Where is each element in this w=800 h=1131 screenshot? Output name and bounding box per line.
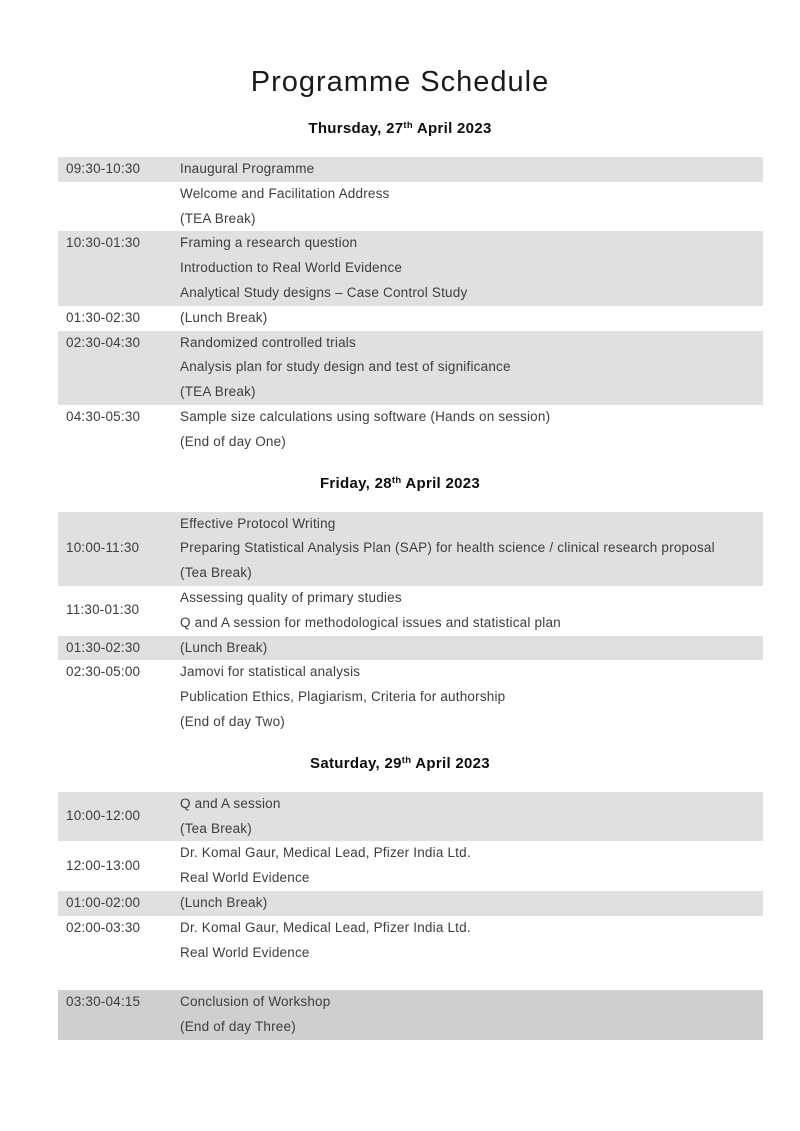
session-cell (170, 405, 763, 455)
time-cell: 11:30-01:30 (66, 602, 140, 618)
session-cell (170, 306, 763, 331)
session-line: Analysis plan for study design and test of significance (180, 359, 511, 375)
session-line: (Tea Break) (180, 820, 252, 836)
session-line: (End of day One) (180, 433, 287, 449)
schedule-row (58, 792, 763, 842)
table-gap (58, 965, 763, 990)
time-cell: 10:30-01:30 (66, 235, 141, 251)
schedule-row (58, 512, 763, 586)
time-cell: 02:30-05:00 (66, 664, 141, 680)
time-cell: 01:30-02:30 (66, 309, 141, 325)
day-heading-text: Friday, 28 (319, 474, 392, 492)
day-section-friday (0, 474, 800, 735)
session-cell (170, 512, 763, 586)
time-cell: 01:00-02:00 (66, 894, 141, 910)
session-line: (End of day Two) (180, 713, 286, 729)
schedule-row (58, 916, 763, 966)
schedule-row (58, 331, 763, 405)
schedule-row (58, 841, 763, 891)
session-line: Jamovi for statistical analysis (180, 664, 361, 680)
day-section-saturday (0, 754, 800, 1040)
session-line: (Tea Break) (180, 565, 252, 581)
session-cell (170, 660, 763, 734)
day-heading-text: April 2023 (412, 120, 492, 137)
day-heading-text: April 2023 (411, 754, 490, 772)
day-heading (0, 754, 800, 774)
schedule-table (58, 512, 763, 735)
session-cell (170, 586, 763, 636)
session-line: Preparing Statistical Analysis Plan (SAP) for health science / clinical research proposal (180, 540, 715, 556)
session-line: Conclusion of Workshop (180, 994, 331, 1010)
session-line: Analytical Study designs – Case Control Study (180, 284, 468, 300)
day-heading (0, 474, 800, 494)
time-cell: 04:30-05:30 (66, 408, 141, 424)
session-line: Real World Evidence (180, 870, 310, 886)
ordinal-superscript: th (401, 754, 412, 766)
session-line: (TEA Break) (180, 384, 256, 400)
schedule-row (58, 586, 763, 636)
session-line: Sample size calculations using software (Hands on session) (180, 408, 551, 424)
schedule-table (58, 792, 763, 1040)
session-line: Framing a research question (180, 235, 358, 251)
session-line: Publication Ethics, Plagiarism, Criteria for authorship (180, 689, 506, 705)
schedule-row (58, 405, 763, 455)
session-cell (170, 157, 763, 182)
session-line: Introduction to Real World Evidence (180, 260, 403, 276)
session-line: Inaugural Programme (180, 161, 315, 176)
session-cell (170, 792, 763, 842)
session-cell (170, 841, 763, 891)
time-cell: 03:30-04:15 (66, 994, 141, 1010)
schedule-row (58, 660, 763, 734)
ordinal-superscript: th (391, 474, 402, 486)
day-heading (0, 119, 800, 139)
time-cell: 09:30-10:30 (66, 161, 141, 176)
time-cell: 10:00-12:00 (66, 808, 141, 824)
document-title: Programme Schedule (250, 66, 550, 98)
schedule-row (58, 306, 763, 331)
time-cell: 10:00-11:30 (66, 540, 140, 556)
time-cell: 01:30-02:30 (66, 639, 141, 655)
schedule-row (58, 182, 763, 232)
session-cell (170, 990, 763, 1040)
schedule-row (58, 891, 763, 916)
schedule-row (58, 157, 763, 182)
schedule-row (58, 231, 763, 305)
session-line: Effective Protocol Writing (180, 515, 336, 531)
schedule-row (58, 990, 763, 1040)
time-cell: 02:30-04:30 (66, 334, 141, 350)
session-line: (Lunch Break) (180, 309, 268, 325)
schedule-table (58, 157, 763, 455)
time-cell: 12:00-13:00 (66, 857, 141, 873)
session-line: (TEA Break) (180, 210, 256, 226)
session-line: (Lunch Break) (180, 894, 268, 910)
session-cell (170, 331, 763, 405)
session-line: Randomized controlled trials (180, 334, 356, 350)
session-line: Welcome and Facilitation Address (180, 185, 390, 201)
day-section-thursday (0, 119, 800, 455)
day-heading-text: Saturday, 29 (310, 754, 402, 772)
session-line: (Lunch Break) (180, 639, 268, 655)
schedule-row (58, 636, 763, 661)
session-line: Q and A session (180, 795, 281, 811)
session-line: Q and A session for methodological issues and statistical plan (180, 614, 561, 630)
session-line: Real World Evidence (180, 944, 310, 960)
session-line: Dr. Komal Gaur, Medical Lead, Pfizer India Ltd. (180, 845, 471, 861)
session-line: (End of day Three) (180, 1018, 296, 1034)
time-cell: 02:00-03:30 (66, 919, 141, 935)
session-cell (170, 916, 763, 966)
time-cell (58, 182, 170, 207)
session-cell (170, 231, 763, 305)
session-cell (170, 891, 763, 916)
session-cell (170, 636, 763, 661)
session-line: Assessing quality of primary studies (180, 589, 402, 605)
session-cell (170, 182, 763, 232)
session-line: Dr. Komal Gaur, Medical Lead, Pfizer India Ltd. (180, 919, 471, 935)
day-heading-text: April 2023 (401, 474, 481, 492)
day-heading-text: Thursday, 27 (308, 120, 404, 137)
ordinal-superscript: th (403, 120, 413, 131)
